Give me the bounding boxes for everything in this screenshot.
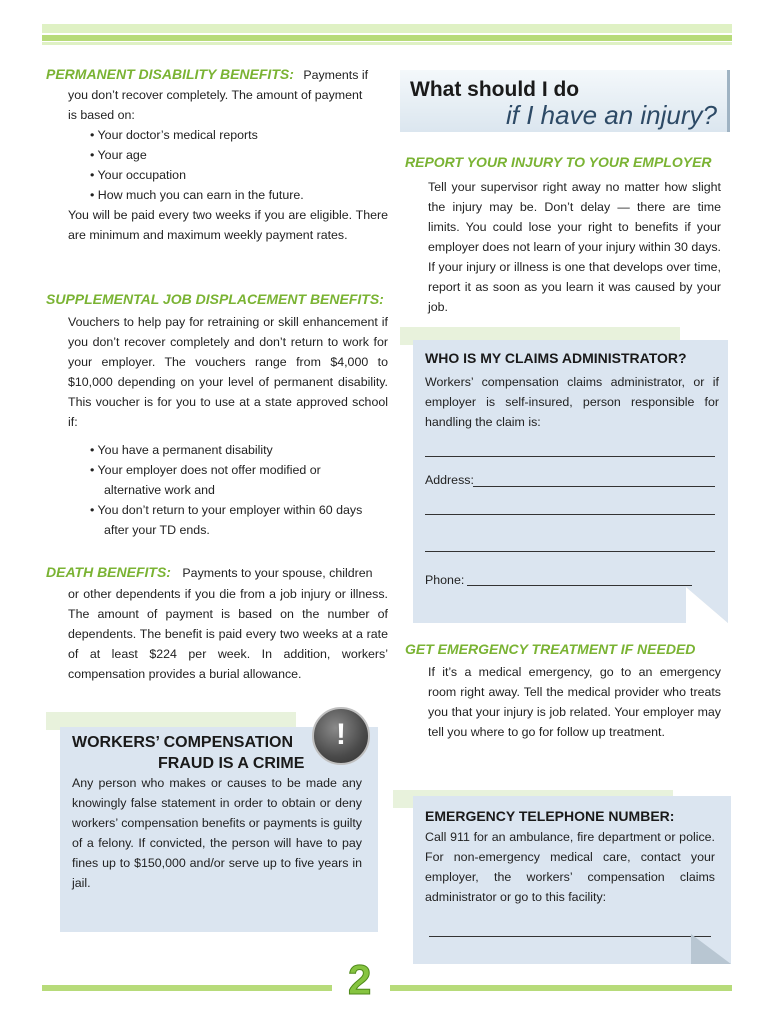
list-item: • Your employer does not offer modified or (90, 463, 321, 477)
emergency-phone-heading: EMERGENCY TELEPHONE NUMBER: (425, 808, 675, 824)
fraud-heading-line1: WORKERS’ COMPENSATION (72, 734, 294, 751)
permanent-paragraph: You will be paid every two weeks if you are eligible. There are minimum and maximum weekly payment rates. (68, 208, 388, 242)
page-title-line2: if I have an injury? (505, 100, 717, 130)
claims-paragraph: Workers’ compensation claims administrator, or if employer is self-insured, person responsible for handling the claim is: (425, 375, 719, 429)
address-label: Address: (425, 473, 474, 487)
address-line-3 (425, 551, 715, 552)
phone-line (467, 585, 692, 586)
page-number: 2 (348, 956, 372, 1003)
page-curl-cut (686, 587, 728, 623)
list-item: • Your age (90, 148, 147, 162)
death-intro-tail: Payments to your spouse, children (182, 566, 373, 580)
emergency-phone-panel (413, 796, 731, 964)
death-benefits-section (46, 561, 388, 684)
report-injury-paragraph: Tell your supervisor right away no matter how slight the injury may be. Don’t delay — there are time limits. You could lose your right to benefits if your employer does not learn of your injury within 30 days. If your injury or illness is one that develops over time, report it as soon as you learn it was caused by your job. (428, 180, 721, 314)
top-decorative-band (42, 24, 732, 46)
permanent-intro-tail: Payments if (303, 68, 369, 82)
permanent-line2: you don’t recover completely. The amount of payment (68, 88, 363, 102)
address-line (473, 486, 715, 487)
claims-heading: WHO IS MY CLAIMS ADMINISTRATOR? (425, 350, 687, 366)
supplemental-paragraph: Vouchers to help pay for retraining or skill enhancement if you don’t recover completely and don’t return to work for your employer. The vouchers range from $4,000 to $10,000 depending on your level of permanent disability. This voucher is for you to use at a state approved school if: (68, 315, 388, 429)
report-injury-heading: REPORT YOUR INJURY TO YOUR EMPLOYER (405, 154, 712, 170)
address-line-2 (425, 514, 715, 515)
emergency-treatment-paragraph: If it’s a medical emergency, go to an emergency room right away. Tell the medical provider who treats you that your injury is job related. Your employer may tell you where to go for follow up treatment. (428, 665, 721, 739)
list-item: • Your occupation (90, 168, 186, 182)
list-item: • You don’t return to your employer within 60 days (90, 503, 363, 517)
bottom-band-left (42, 985, 332, 991)
death-paragraph: or other dependents if you die from a job injury or illness. The amount of payment is based on the number of dependents. The benefit is paid every two weeks at a rate of at least $224 per week. In addition, workers’ compensation provides a burial allowance. (68, 587, 388, 681)
exclamation-icon: ! (312, 707, 370, 765)
permanent-line3: is based on: (68, 108, 135, 122)
bottom-band-right (390, 985, 732, 991)
supplemental-section (46, 288, 388, 540)
death-benefits-heading: DEATH BENEFITS: (46, 564, 171, 580)
list-item-continued: after your TD ends. (104, 523, 210, 537)
phone-label: Phone: (425, 573, 465, 587)
fraud-paragraph: Any person who makes or causes to be made any knowingly false statement in order to obtain or deny workers’ compensation benefits or payments is guilty of a felony. If convicted, the person will have to pay fines up to $150,000 and/or serve up to five years in jail. (72, 776, 362, 890)
list-item: • You have a permanent disability (90, 443, 273, 457)
page-title-line1: What should I do (410, 78, 580, 101)
page-curl (691, 934, 731, 964)
permanent-disability-section (46, 64, 388, 245)
supplemental-heading: SUPPLEMENTAL JOB DISPLACEMENT BENEFITS: (46, 291, 384, 307)
facility-line (429, 936, 711, 937)
list-item: • Your doctor’s medical reports (90, 128, 258, 142)
claims-name-line (425, 456, 715, 457)
permanent-bullets (46, 125, 388, 205)
supplemental-bullets (46, 440, 388, 540)
emergency-treatment-section (405, 638, 735, 742)
page-title-box (400, 70, 730, 132)
report-injury-section (405, 151, 735, 317)
list-item-continued: alternative work and (104, 483, 215, 497)
fraud-heading-line2: FRAUD IS A CRIME (158, 755, 305, 772)
list-item: • How much you can earn in the future. (90, 188, 304, 202)
permanent-disability-heading: PERMANENT DISABILITY BENEFITS: (46, 66, 294, 82)
emergency-phone-paragraph: Call 911 for an ambulance, fire department or police. For non-emergency medical care, contact your employer, the workers’ compensation claims administrator or go to this facility: (425, 830, 715, 904)
emergency-treatment-heading: GET EMERGENCY TREATMENT IF NEEDED (405, 641, 696, 657)
claims-panel (413, 340, 728, 623)
